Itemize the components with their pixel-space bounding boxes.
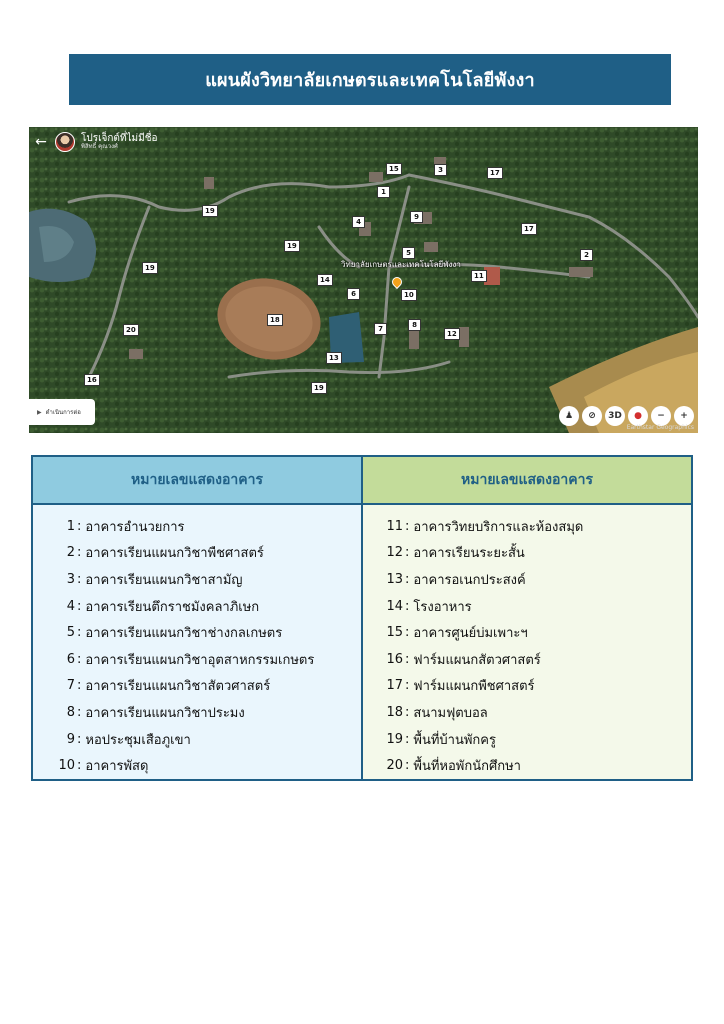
legend-item-number: 8 xyxy=(66,705,75,721)
legend-item xyxy=(363,646,691,673)
legend-item-label: อาคารอเนกประสงค์ xyxy=(413,573,526,589)
map-marker[interactable]: 19 xyxy=(311,382,327,394)
map-marker[interactable]: 2 xyxy=(580,249,593,261)
campus-label: วิทยาลัยเกษตรและเทคโนโลยีพังงา xyxy=(341,260,461,269)
map-marker[interactable]: 1 xyxy=(377,186,390,198)
legend-item-number: 10 xyxy=(58,758,75,774)
legend-item xyxy=(33,752,361,779)
legend-list-left xyxy=(33,505,361,779)
legend-item-label: หอประชุมเสือภูเขา xyxy=(85,732,191,748)
map-marker[interactable]: 8 xyxy=(408,319,421,331)
legend-item-number: 5 xyxy=(66,625,75,641)
map-marker[interactable]: 9 xyxy=(410,211,423,223)
legend-item xyxy=(33,566,361,593)
legend-item-separator: : xyxy=(77,545,82,561)
legend-item-number: 13 xyxy=(386,572,403,588)
legend-item xyxy=(33,646,361,673)
legend-item-label: อาคารเรียนแผนกวิชาอุตสาหกรรมเกษตร xyxy=(85,652,315,668)
map-marker[interactable]: 11 xyxy=(471,270,487,282)
map-marker[interactable]: 10 xyxy=(401,289,417,301)
legend-item-label: อาคารพัสดุ xyxy=(85,759,149,775)
legend-item-label: สนามฟุตบอล xyxy=(413,706,488,722)
legend-item-label: อาคารเรียนแผนกวิชาช่างกลเกษตร xyxy=(85,626,283,642)
legend-item-label: พื้นที่หอพักนักศึกษา xyxy=(413,759,521,775)
zoom-in-button[interactable]: + xyxy=(674,406,694,426)
map-controls xyxy=(559,406,694,426)
legend-item-label: พื้นที่บ้านพักครู xyxy=(413,732,496,748)
map-project-header xyxy=(29,127,249,157)
legend-item-separator: : xyxy=(77,678,82,694)
legend-item-separator: : xyxy=(405,518,410,534)
legend-item-label: โรงอาหาร xyxy=(413,599,472,615)
legend-item-label: อาคารเรียนตึกราชมังคลาภิเษก xyxy=(85,599,260,615)
legend-item xyxy=(33,619,361,646)
legend-item-separator: : xyxy=(405,625,410,641)
legend-list-right xyxy=(363,505,691,779)
back-arrow-icon[interactable]: ← xyxy=(35,134,47,150)
legend-item-label: ฟาร์มแผนกสัตวศาสตร์ xyxy=(413,652,541,668)
legend-item-number: 11 xyxy=(386,518,403,534)
map-marker[interactable]: 19 xyxy=(142,262,158,274)
legend-item-separator: : xyxy=(77,598,82,614)
map-marker[interactable]: 19 xyxy=(284,240,300,252)
legend-item-number: 2 xyxy=(66,545,75,561)
map-imagery xyxy=(29,127,698,433)
avatar[interactable] xyxy=(55,132,75,152)
satellite-map[interactable] xyxy=(29,127,698,433)
map-marker[interactable]: 18 xyxy=(267,314,283,326)
map-marker[interactable]: 17 xyxy=(521,223,537,235)
legend-item-separator: : xyxy=(77,758,82,774)
legend-item-number: 14 xyxy=(386,598,403,614)
legend-item-label: อาคารเรียนระยะสั้น xyxy=(413,546,525,562)
legend-item xyxy=(33,513,361,540)
map-marker[interactable]: 6 xyxy=(347,288,360,300)
legend-item-label: อาคารเรียนแผนกวิชาประมง xyxy=(85,706,245,722)
legend-item xyxy=(363,726,691,753)
pegman-icon[interactable]: ♟ xyxy=(559,406,579,426)
legend-column-left xyxy=(33,457,363,779)
legend-item-label: อาคารเรียนแผนกวิชาสามัญ xyxy=(85,573,243,589)
map-marker[interactable]: 20 xyxy=(123,324,139,336)
zoom-out-button[interactable]: − xyxy=(651,406,671,426)
legend-item-separator: : xyxy=(77,572,82,588)
map-marker[interactable]: 14 xyxy=(317,274,333,286)
legend-item xyxy=(363,540,691,567)
legend-item xyxy=(33,673,361,700)
legend-item-separator: : xyxy=(77,731,82,747)
view-3d-button[interactable]: 3D xyxy=(605,406,625,426)
legend-item-separator: : xyxy=(405,678,410,694)
legend-item-label: ฟาร์มแผนกพืชศาสตร์ xyxy=(413,679,535,695)
map-marker[interactable]: 12 xyxy=(444,328,460,340)
legend-item-separator: : xyxy=(405,651,410,667)
legend-item-separator: : xyxy=(77,705,82,721)
legend-item-separator: : xyxy=(405,598,410,614)
legend-item-number: 19 xyxy=(386,731,403,747)
legend-item-separator: : xyxy=(405,758,410,774)
legend-item xyxy=(33,726,361,753)
map-marker[interactable]: 3 xyxy=(434,164,447,176)
legend-item xyxy=(363,673,691,700)
legend-item xyxy=(363,699,691,726)
legend-item-label: อาคารวิทยบริการและห้องสมุด xyxy=(413,519,584,535)
legend-item xyxy=(33,540,361,567)
legend-item-label: อาคารเรียนแผนกวิชาพืชศาสตร์ xyxy=(85,546,264,562)
location-icon[interactable]: ● xyxy=(628,406,648,426)
map-marker[interactable]: 17 xyxy=(487,167,503,179)
legend-item-number: 12 xyxy=(386,545,403,561)
legend-item-number: 3 xyxy=(66,572,75,588)
project-author: พิสิทธิ์ คุณวงศ์ xyxy=(81,143,118,151)
compass-icon[interactable]: ⊘ xyxy=(582,406,602,426)
legend-item-number: 15 xyxy=(386,625,403,641)
legend-item-number: 4 xyxy=(66,598,75,614)
legend-item xyxy=(33,593,361,620)
legend-item-number: 6 xyxy=(66,651,75,667)
legend-item xyxy=(363,566,691,593)
legend-header-left: หมายเลขแสดงอาคาร xyxy=(33,457,361,505)
building-legend-table xyxy=(31,455,693,781)
project-title: โปรเจ็กต์ที่ไม่มีชื่อ xyxy=(81,132,158,144)
map-marker[interactable]: 7 xyxy=(374,323,387,335)
map-marker[interactable]: 15 xyxy=(386,163,402,175)
legend-item xyxy=(363,513,691,540)
legend-item-label: อาคารเรียนแผนกวิชาสัตวศาสตร์ xyxy=(85,679,271,695)
legend-item-number: 18 xyxy=(386,705,403,721)
map-attribution: Earthstar Geographics xyxy=(626,424,694,431)
legend-header-right: หมายเลขแสดงอาคาร xyxy=(363,457,691,505)
legend-item-separator: : xyxy=(405,705,410,721)
page-title: แผนผังวิทยาลัยเกษตรและเทคโนโลยีพังงา xyxy=(69,54,671,105)
legend-item xyxy=(363,752,691,779)
legend-item-number: 9 xyxy=(66,731,75,747)
legend-column-right xyxy=(363,457,691,779)
continue-button[interactable] xyxy=(29,399,95,425)
legend-item-label: อาคารศูนย์บ่มเพาะฯ xyxy=(413,626,528,642)
legend-item-separator: : xyxy=(77,518,82,534)
legend-item-number: 17 xyxy=(386,678,403,694)
continue-label: ดำเนินการต่อ xyxy=(45,409,81,416)
map-marker[interactable]: 13 xyxy=(326,352,342,364)
legend-item-number: 7 xyxy=(66,678,75,694)
map-marker[interactable]: 4 xyxy=(352,216,365,228)
legend-item-separator: : xyxy=(77,625,82,641)
legend-item xyxy=(363,619,691,646)
legend-item-separator: : xyxy=(77,651,82,667)
legend-item-label: อาคารอำนวยการ xyxy=(85,519,185,535)
legend-item xyxy=(33,699,361,726)
legend-item-number: 1 xyxy=(66,518,75,534)
map-marker[interactable]: 19 xyxy=(202,205,218,217)
legend-item-number: 16 xyxy=(386,651,403,667)
play-icon: ▶ xyxy=(37,408,42,416)
legend-item-separator: : xyxy=(405,731,410,747)
map-marker[interactable]: 16 xyxy=(84,374,100,386)
legend-item-number: 20 xyxy=(386,758,403,774)
legend-item-separator: : xyxy=(405,545,410,561)
legend-item xyxy=(363,593,691,620)
legend-item-separator: : xyxy=(405,572,410,588)
map-marker[interactable]: 5 xyxy=(402,247,415,259)
